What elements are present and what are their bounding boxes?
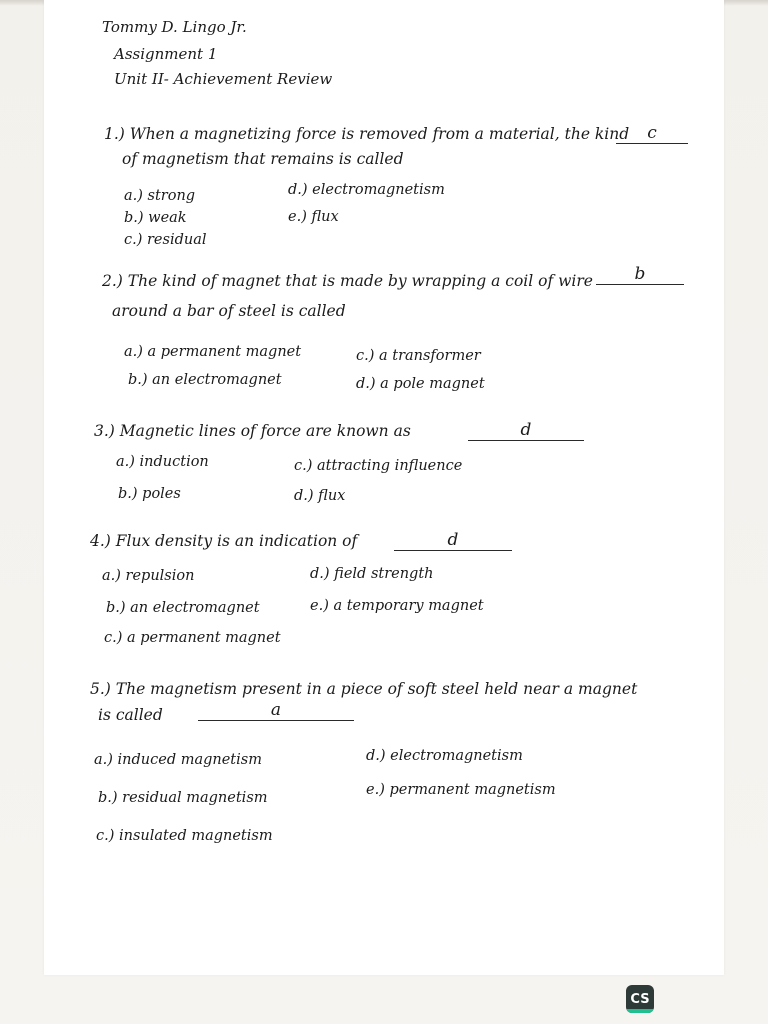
question-4-choice-c: c.) a permanent magnet <box>104 630 281 646</box>
question-2-answer-blank: b <box>596 264 684 285</box>
question-5-stem-line2: is called <box>98 706 163 724</box>
question-2-stem-line2: around a bar of steel is called <box>112 302 346 320</box>
question-5-choice-a: a.) induced magnetism <box>94 752 262 768</box>
question-3-choice-d: d.) flux <box>294 488 346 504</box>
question-1-stem-line1: 1.) When a magnetizing force is removed from a material, the kind <box>104 125 630 143</box>
question-1-choice-d: d.) electromagnetism <box>288 182 445 198</box>
question-2-choice-b: b.) an electromagnet <box>128 372 282 388</box>
question-3-choice-c: c.) attracting influence <box>294 458 463 474</box>
question-1-answer-blank: c <box>616 123 688 144</box>
question-4-answer-blank: d <box>394 530 512 551</box>
handwritten-sheet <box>44 0 724 975</box>
question-4-choice-e: e.) a temporary magnet <box>310 598 484 614</box>
question-4-stem: 4.) Flux density is an indication of <box>90 532 358 550</box>
unit-title: Unit II- Achievement Review <box>114 70 333 88</box>
camscanner-logo <box>626 985 654 1013</box>
question-1-stem-line2: of magnetism that remains is called <box>122 150 404 168</box>
question-2-choice-d: d.) a pole magnet <box>356 376 485 392</box>
question-5-choice-c: c.) insulated magnetism <box>96 828 273 844</box>
question-1-choice-c: c.) residual <box>124 232 207 248</box>
question-2-choice-c: c.) a transformer <box>356 348 481 364</box>
question-5-choice-d: d.) electromagnetism <box>366 748 523 764</box>
student-name: Tommy D. Lingo Jr. <box>102 18 247 36</box>
question-5-choice-e: e.) permanent magnetism <box>366 782 556 798</box>
question-3-choice-b: b.) poles <box>118 486 181 502</box>
camscanner-logo-text: CS <box>630 991 650 1007</box>
question-5-choice-b: b.) residual magnetism <box>98 790 268 806</box>
question-5-answer-blank: a <box>198 700 354 721</box>
question-2-stem-line1: 2.) The kind of magnet that is made by wrapping a coil of wire <box>102 272 593 290</box>
question-3-stem: 3.) Magnetic lines of force are known as <box>94 422 411 440</box>
question-4-choice-a: a.) repulsion <box>102 568 195 584</box>
question-3-answer-blank: d <box>468 420 584 441</box>
question-1-choice-e: e.) flux <box>288 209 339 225</box>
question-4-choice-d: d.) field strength <box>310 566 434 582</box>
question-3-choice-a: a.) induction <box>116 454 209 470</box>
question-4-choice-b: b.) an electromagnet <box>106 600 260 616</box>
question-5-stem-line1: 5.) The magnetism present in a piece of soft steel held near a magnet <box>90 680 638 698</box>
assignment-title: Assignment 1 <box>114 45 218 63</box>
question-2-choice-a: a.) a permanent magnet <box>124 344 302 360</box>
question-1-choice-a: a.) strong <box>124 188 196 204</box>
question-1-choice-b: b.) weak <box>124 210 187 226</box>
